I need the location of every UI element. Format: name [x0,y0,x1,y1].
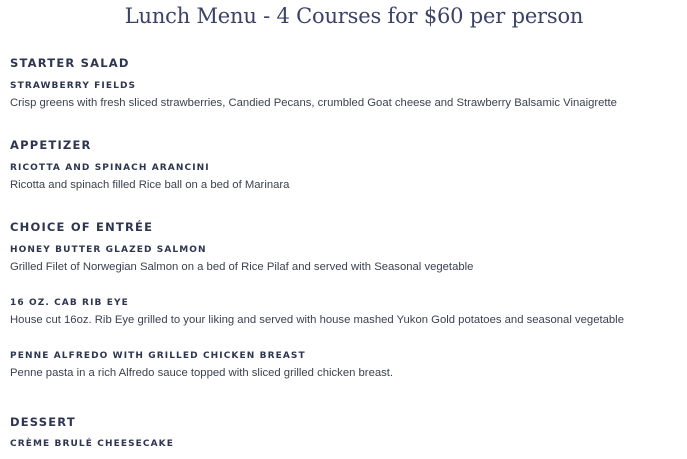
menu-item [10,350,687,380]
menu-title: Lunch Menu - 4 Courses for $60 per person [124,4,584,28]
menu-item [10,244,687,274]
menu-item [10,162,687,192]
section-heading: CHOICE OF ENTRÉE [10,220,154,234]
menu-item-description: Ricotta and spinach filled Rice ball on a bed of Marinara [10,179,290,191]
menu-item-name: CRÈME BRULÉ CHEESECAKE [10,439,174,449]
section-dessert [10,415,687,450]
menu-item-name: RICOTTA AND SPINACH ARANCINI [10,163,210,173]
section-choice-of-entree [10,220,687,380]
section-heading: STARTER SALAD [10,56,130,70]
menu-item-name: HONEY BUTTER GLAZED SALMON [10,245,207,255]
menu-item [10,297,687,327]
section-heading: DESSERT [10,415,76,429]
menu-item-description: Grilled Filet of Norwegian Salmon on a bed of Rice Pilaf and served with Seasonal vegetable [10,261,474,273]
menu-item-name: PENNE ALFREDO WITH GRILLED CHICKEN BREAST [10,351,306,361]
menu-item-description: Penne pasta in a rich Alfredo sauce topped with sliced grilled chicken breast. [10,367,394,379]
section-appetizer [10,138,687,192]
section-heading: APPETIZER [10,138,92,152]
menu-item [10,438,687,450]
menu-item-name: STRAWBERRY FIELDS [10,81,137,91]
menu-item [10,80,687,110]
section-starter-salad [10,56,687,110]
menu-item-description: House cut 16oz. Rib Eye grilled to your liking and served with house mashed Yukon Gold potatoes and seasonal vegetable [10,314,624,326]
menu-item-name: 16 OZ. CAB RIB EYE [10,298,129,308]
menu-item-description: Crisp greens with fresh sliced strawberries, Candied Pecans, crumbled Goat cheese and Strawberry Balsamic Vinaigrette [10,97,617,109]
